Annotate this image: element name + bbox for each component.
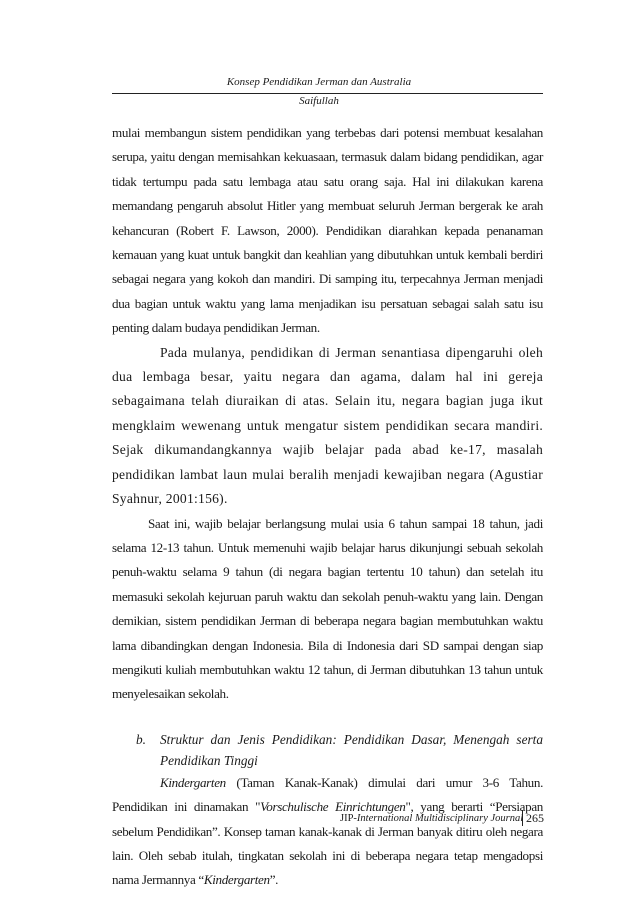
header-author: Saifullah [299,95,339,107]
section-title: Struktur dan Jenis Pendidikan: Pendidikan Dasar, Menengah serta Pendidikan Tinggi [160,731,543,768]
term-vorschulische: Vorschulische Einrichtungen [260,799,406,815]
journal-name: International Multidisciplinary Journal [356,813,524,824]
p4-text-1: (Taman Kanak-Kanak) dimulai dari umur 3-6 Tahun. Pendidikan ini dinamakan " [112,774,543,815]
paragraph-3: Saat ini, wajib belajar berlangsung mulai usia 6 tahun sampai 18 tahun, jadi selama 12-13 tahun. Untuk memenuhi wajib belajar harus dikunjungi sebuah sekolah penuh-waktu selama 9 tahun (di negara bagian tertentu 10 tahun) dan setelah itu memasuki sekolah kejuruan paruh waktu dan sekolah penuh-waktu yang lain. Dengan demikian, sistem pendidikan Jerman di beberapa negara bagian membutuhkan waktu lama dibandingkan dengan Indonesia. Bila di Indonesia dari SD sampai dengan siap mengikuti kuliah membutuhkan waktu 12 tahun, di Jerman dibutuhkan 13 tahun untuk menyelesaikan sekolah. [112,515,543,702]
journal-prefix: JIP- [340,813,357,824]
running-header [0,76,638,108]
term-kindergarten: Kindergarten [160,774,226,790]
footer-journal [340,813,523,824]
page-number: 265 [522,810,544,826]
page-body [112,121,543,893]
paragraph-1: mulai membangun sistem pendidikan yang terbebas dari potensi membuat kesalahan serupa, yaitu dengan memisahkan kekuasaan, termasuk dalam bidang pendidikan, agar tidak tertumpu pada satu lembaga atau satu orang saja. Hal ini dilakukan karena memandang pengaruh absolut Hitler yang membuat seluruh Jerman bergerak ke arah kehancuran (Robert F. Lawson, 2000). Pendidikan diarahkan kepada penanaman kemauan yang kuat untuk bangkit dan keahlian yang dibutuhkan untuk kembali berdiri sebagai negara yang kokoh dan mandiri. Di samping itu, terpecahnya Jerman menjadi dua bagian untuk waktu yang lama menjadikan isu persatuan sebagai salah satu isu penting dalam budaya pendidikan Jerman. [112,125,543,336]
section-label: b. [136,731,146,747]
term-kindergarten-2: Kindergarten [203,872,270,888]
section-heading [112,729,543,771]
header-rule [112,93,543,94]
paragraph-2: Pada mulanya, pendidikan di Jerman senantiasa dipengaruhi oleh dua lembaga besar, yaitu negara dan agama, dalam hal ini gereja sebagaimana telah diuraikan di atas. Selain itu, negara bagian juga ikut mengklaim wewenang untuk mengatur sistem pendidikan secara mandiri. Sejak dikumandangkannya wajib belajar pada abad ke-17, masalah pendidikan lambat laun mulai beralih menjadi kewajiban negara (Agustiar Syahnur, 2001:156). [112,344,543,507]
p4-text-3: ”. [269,872,279,888]
p4-text-2: ", yang berarti “Persiapan sebelum Pendidikan”. Konsep taman kanak-kanak di Jerman banyak ditiru oleh negara lain. Oleh sebab itulah, tingkatan sekolah ini di beberapa negara tetap mengadopsi nama Jermannya “ [112,799,543,888]
paragraph-4 [112,771,543,893]
header-title: Konsep Pendidikan Jerman dan Australia [226,76,412,88]
